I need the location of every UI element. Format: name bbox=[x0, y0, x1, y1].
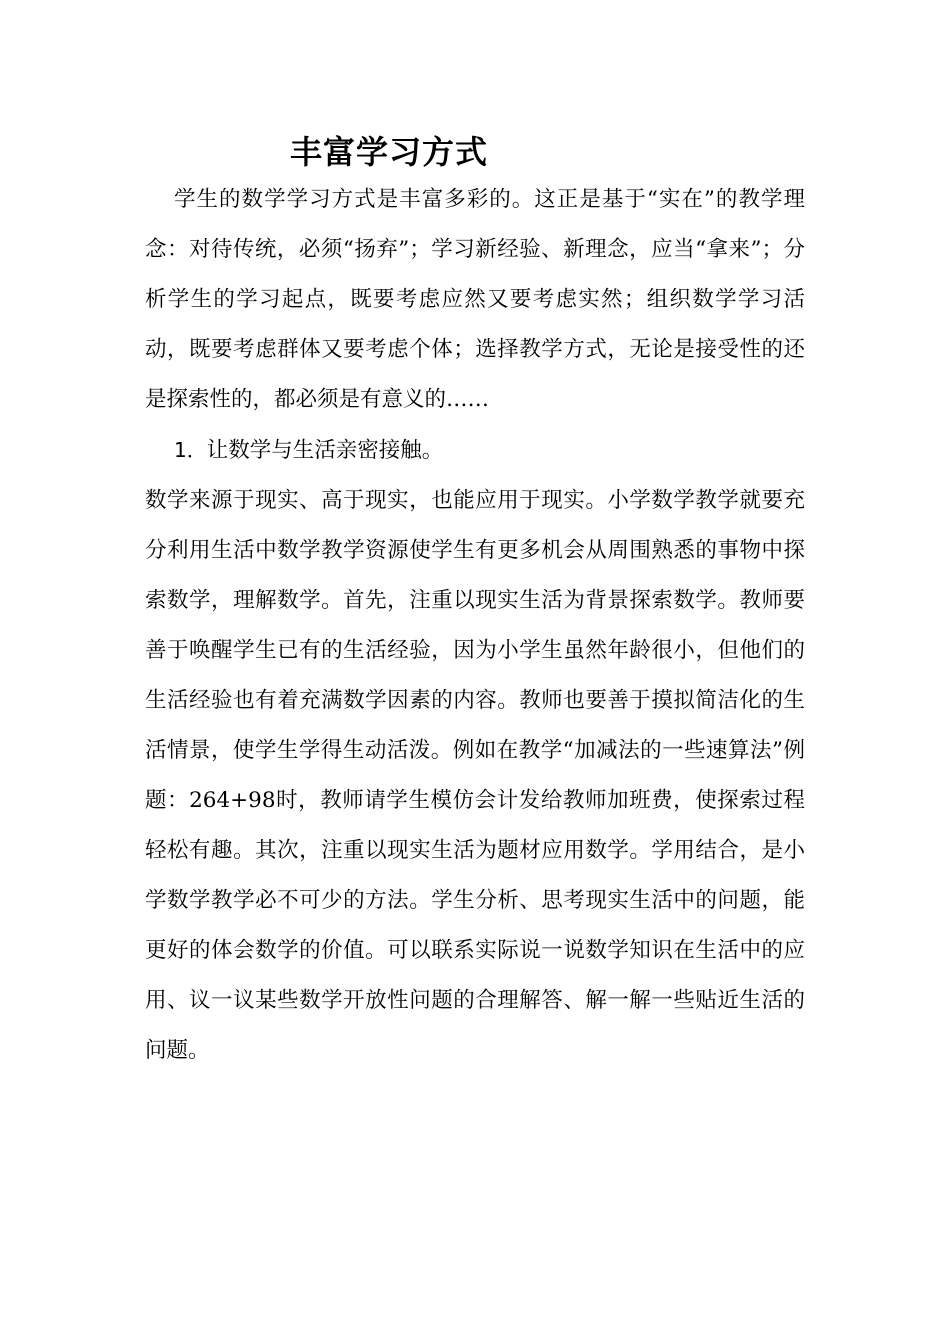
intro-paragraph: 学生的数学学习方式是丰富多彩的。这正是基于“实在”的教学理念：对待传统，必须“扬弃”；学习新经验、新理念，应当“拿来”；分析学生的学习起点，既要考虑应然又要考虑实然；组织数学学习活动，既要考虑群体又要考虑个体；选择教学方式，无论是接受性的还是探索性的，都必须是有意义的…… bbox=[145, 187, 805, 412]
section-paragraph: 数学来源于现实、高于现实，也能应用于现实。小学数学教学就要充分利用生活中数学教学资源使学生有更多机会从周围熟悉的事物中探索数学，理解数学。首先，注重以现实生活为背景探索数学。教师要善于唤醒学生已有的生活经验，因为小学生虽然年龄很小，但他们的生活经验也有着充满数学因素的内容。教师也要善于摸拟简洁化的生活情景，使学生学得生动活泼。例如在教学“加减法的一些速算法”例题：264+98时，教师请学生模仿会计发给教师加班费，使探索过程轻松有趣。其次，注重以现实生活为题材应用数学。学用结合，是小学数学教学必不可少的方法。学生分析、思考现实生活中的问题，能更好的体会数学的价值。可以联系实际说一说数学知识在生活中的应用、议一议某些数学开放性问题的合理解答、解一解一些贴近生活的问题。 bbox=[145, 488, 805, 1063]
section-number: 1． bbox=[174, 438, 207, 462]
document-body bbox=[145, 175, 805, 1076]
section-heading-text: 让数学与生活亲密接触。 bbox=[206, 438, 444, 463]
section-heading bbox=[145, 425, 805, 476]
document-title: 丰富学习方式 bbox=[290, 133, 489, 171]
